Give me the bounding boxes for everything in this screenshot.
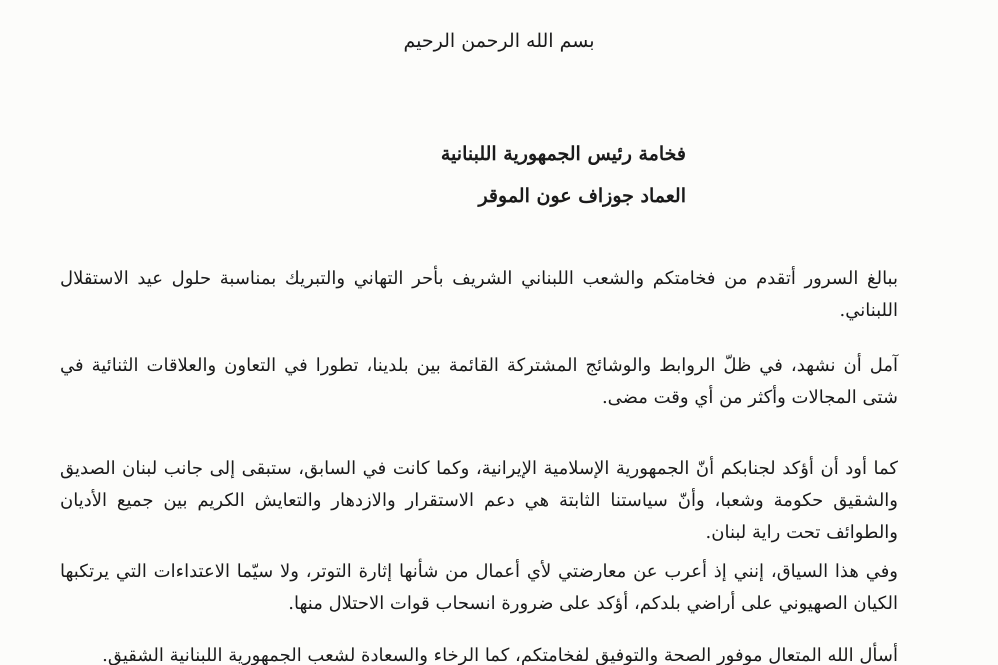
letter-paragraph-5: أسأل الله المتعال موفور الصحة والتوفيق لفخامتكم، كما الرخاء والسعادة لشعب الجمهورية اللبنانية الشقيق. <box>102 645 898 665</box>
addressee-name: العماد جوزاف عون الموقر <box>478 185 686 207</box>
bismillah-heading: بسم الله الرحمن الرحيم <box>403 30 595 52</box>
letter-paragraph-1: ببالغ السرور أتقدم من فخامتكم والشعب اللبناني الشريف بأحر التهاني والتبريك بمناسبة حلول عيد الاستقلال اللبناني. <box>60 268 898 321</box>
letter-paragraph-4: وفي هذا السياق، إنني إذ أعرب عن معارضتي لأي أعمال من شأنها إثارة التوتر، ولا سيّما الاعتداءات التي يرتكبها الكيان الصهيوني على أراضي بلدكم، أؤكد على ضرورة انسحاب قوات الاحتلال منها. <box>60 561 898 614</box>
letter-paragraph-3: كما أود أن أؤكد لجنابكم أنّ الجمهورية الإسلامية الإيرانية، وكما كانت في السابق، ستبقى إلى جانب لبنان الصديق والشقيق حكومة وشعبا، وأنّ سياستنا الثابتة هي دعم الاستقرار والازدهار والتعايش الكريم بين جميع الأديان والطوائف تحت راية لبنان. <box>60 458 898 543</box>
letter-paragraph-2: آمل أن نشهد، في ظلّ الروابط والوشائج المشتركة القائمة بين بلدينا، تطورا في التعاون والعلاقات الثنائية في شتى المجالات وأكثر من أي وقت مضى. <box>60 355 898 408</box>
addressee-title: فخامة رئيس الجمهورية اللبنانية <box>440 143 686 165</box>
